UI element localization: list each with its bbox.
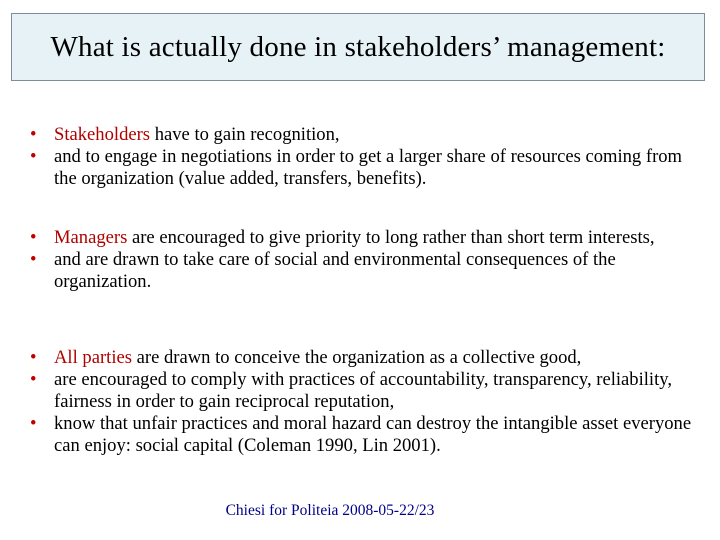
bullet-group-stakeholders bbox=[30, 124, 695, 190]
slide-footer: Chiesi for Politeia 2008-05-22/23 bbox=[225, 502, 435, 519]
bullet-text: are drawn to conceive the organization as a collective good, bbox=[131, 347, 582, 368]
bullet-text: are encouraged to comply with practices of accountability, transparency, reliability, fairness in order to gain reciprocal reputation, bbox=[54, 369, 672, 412]
slide-title-box bbox=[11, 13, 705, 81]
bullet-icon: • bbox=[30, 146, 37, 167]
bullet-item bbox=[30, 249, 695, 293]
bullet-icon: • bbox=[30, 124, 37, 145]
bullet-icon: • bbox=[30, 369, 37, 390]
bullet-group-all-parties bbox=[30, 347, 695, 457]
bullet-item bbox=[30, 227, 695, 249]
bullet-item bbox=[30, 413, 695, 457]
bullet-item bbox=[30, 369, 695, 413]
bullet-icon: • bbox=[30, 413, 37, 434]
highlight-term: Stakeholders bbox=[54, 124, 151, 145]
highlight-term: All parties bbox=[54, 347, 132, 368]
bullet-text: know that unfair practices and moral hazard can destroy the intangible asset everyone can enjoy: social capital (Coleman 1990, Lin 2001). bbox=[54, 413, 692, 456]
slide-title: What is actually done in stakeholders’ management: bbox=[50, 30, 666, 63]
bullet-item bbox=[30, 146, 695, 190]
bullet-text: have to gain recognition, bbox=[150, 124, 340, 145]
bullet-icon: • bbox=[30, 249, 37, 270]
bullet-text: are encouraged to give priority to long rather than short term interests, bbox=[127, 227, 655, 248]
bullet-icon: • bbox=[30, 227, 37, 248]
bullet-text: and are drawn to take care of social and environmental consequences of the organization. bbox=[54, 249, 616, 292]
bullet-text: and to engage in negotiations in order to get a larger share of resources coming from the organization (value added, transfers, benefits). bbox=[54, 146, 683, 189]
bullet-item bbox=[30, 124, 695, 146]
bullet-group-managers bbox=[30, 227, 695, 293]
bullet-icon: • bbox=[30, 347, 37, 368]
highlight-term: Managers bbox=[54, 227, 128, 248]
bullet-item bbox=[30, 347, 695, 369]
